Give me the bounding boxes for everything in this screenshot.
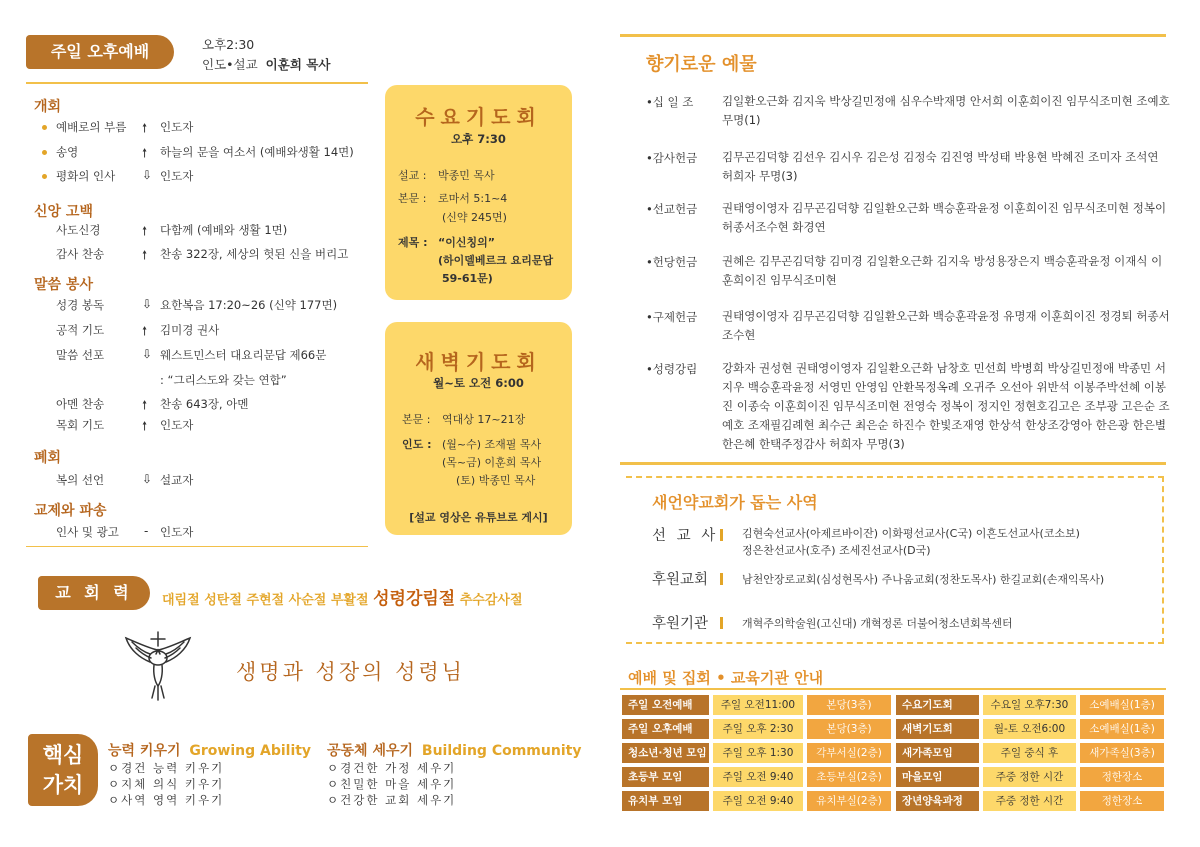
sunday-pm-title: 주일 오후예배 [26,35,174,69]
offerings-title: 향기로운 예물 [646,54,757,75]
schedule-name: 새가족모임 [896,743,979,763]
offering-label: •성령강림 [646,362,698,376]
schedule-name: 수요기도회 [896,695,979,715]
offering-names: 권혜은 김무곤김덕향 김미경 김일환오근화 김지욱 방성용장은지 백승훈곽윤정 이재식 이훈희이진 임무식조미현 [722,254,1163,287]
value-group-heading: 공동체 세우기 Building Community [327,743,582,759]
subject-title: “이신칭의” [438,236,495,249]
schedule-title: 예배 및 집회 • 교육기관 안내 [628,669,824,687]
bible-text: 역대상 17~21장 [442,413,526,426]
schedule-place: 새가족실(3층) [1080,743,1164,763]
schedule-place: 각부서실(2층) [807,743,891,763]
schedule-rule [620,688,1166,690]
bullet-icon [42,150,47,155]
schedule-place: 소예배실(1층) [1080,695,1164,715]
fellowship-heading: 교제와 파송 [34,503,107,519]
schedule-name: 유치부 모임 [622,791,709,811]
arrow-down-icon: ⇩ [142,297,153,311]
schedule-place: 정한장소 [1080,767,1164,787]
mission-text: 개혁주의학술원(고신대) 개혁정론 더불어청소년회복센터 [742,617,1013,630]
schedule-time: 주일 오후 1:30 [713,743,803,763]
offering-label: •구제헌금 [646,310,698,324]
label-bar [720,617,723,629]
schedule-name: 마을모임 [896,767,979,787]
preacher-name: 박종민 목사 [438,169,495,182]
schedule-time: 주중 정한 시간 [983,791,1076,811]
wednesday-card [385,85,572,300]
mission-label: 후원기관 [652,616,709,632]
core-values-title: 핵심 [42,743,84,767]
bible-text: 로마서 5:1~4 [438,192,508,205]
schedule-name: 주일 오후예배 [622,719,709,739]
closing-heading: 폐회 [34,450,62,466]
arrow-down-icon: ⇩ [142,347,153,361]
order-divider [26,546,368,547]
word-heading: 말씀 봉사 [34,277,93,293]
schedule-time: 주일 중식 후 [983,743,1076,763]
bullet-icon [42,174,47,179]
dawn-time: 월~토 오전 6:00 [433,376,524,390]
schedule-time: 수요일 오후7:30 [983,695,1076,715]
mission-label: 선 교 사 [652,528,719,544]
subject-sub: (하이델베르크 요리문답 [438,254,554,267]
mission-title: 새언약교회가 돕는 사역 [652,493,818,512]
text-label: 본문 : [402,413,431,426]
arrow-up-icon: 🠕 [142,146,148,160]
offering-names: 권태영이영자 김무곤김덕향 김일환오근화 백승훈곽윤정 유명재 이훈희이진 정경퇴 허종서조수현 [722,309,1170,342]
offerings-top-rule [620,34,1166,37]
arrow-up-icon: 🠕 [142,121,148,135]
schedule-place: 본당(3층) [807,719,891,739]
schedule-place: 유치부실(2층) [807,791,891,811]
arrow-up-icon: 🠕 [142,248,148,262]
label-bar [720,529,723,541]
offering-label: •십 일 조 [646,95,694,109]
preacher-label: 설교 : [398,169,427,182]
schedule-place: 본당(3층) [807,695,891,715]
mission-text: 남천안장로교회(심성현목사) 주나움교회(정찬도목사) 한길교회(손재익목사) [742,573,1105,586]
offering-names: 김무곤김덕향 김선우 김시우 김은성 김정숙 김진영 박성태 박용현 박혜진 조미자 조석연 허희자 무명(3) [722,150,1159,183]
schedule-name: 장년양육과정 [896,791,979,811]
dove-icon [118,628,198,708]
bullet-icon [42,125,47,130]
confession-heading: 신앙 고백 [34,204,93,220]
schedule-name: 주일 오전예배 [622,695,709,715]
schedule-time: 주중 정한 시간 [983,767,1076,787]
leader-prefix: 인도•설교 [202,57,258,72]
arrow-up-icon: 🠕 [142,324,148,338]
dawn-title: 새벽기도회 [415,350,542,374]
schedule-place: 소예배실(1층) [1080,719,1164,739]
opening-heading: 개회 [34,99,62,115]
lead-line: (토) 박종민 목사 [456,474,536,487]
schedule-name: 청소년·청년 모임 [622,743,709,763]
wednesday-title: 수요기도회 [415,105,542,129]
lead-line: (월~수) 조재필 목사 [442,438,542,451]
bible-page: (신약 245면) [442,211,507,224]
schedule-time: 주일 오후 2:30 [713,719,803,739]
core-values-title: 가치 [42,773,84,797]
mission-label: 후원교회 [652,572,709,588]
offering-label: •감사헌금 [646,151,698,165]
lead-line: (목~금) 이훈희 목사 [442,456,542,469]
calendar-list: 대림절 성탄절 주현절 사순절 부활절 성령강림절 추수감사절 [162,589,523,609]
sunday-pm-leader [202,55,330,73]
mission-text: 김현숙선교사(아제르바이잔) 이화평선교사(C국) 이흔도선교사(코소보) 정은찬선교사(호주) 조세진선교사(D국) [742,527,1080,557]
sunday-pm-time: 오후2:30 [202,37,255,52]
subject-sub2: 59-61문) [442,272,493,285]
arrow-down-icon: ⇩ [142,168,153,182]
header-divider [26,82,368,84]
dawn-note: [설교 영상은 유튜브로 게시] [409,511,548,524]
schedule-time: 주일 오전 9:40 [713,791,803,811]
value-group-heading: 능력 키우기 Growing Ability [108,743,312,759]
schedule-place: 초등부실(2층) [807,767,891,787]
schedule-time: 주일 오전11:00 [713,695,803,715]
schedule-time: 월-토 오전6:00 [983,719,1076,739]
lead-label: 인도 : [402,438,432,451]
offering-names: 김일환오근화 김지욱 박상길민정애 심우수박재명 안서희 이훈희이진 임무식조미현 조예호 무명(1) [722,94,1170,127]
label-bar [720,573,723,585]
value-group-list: ㅇ경건한 가정 세우기 ㅇ친밀한 마을 세우기 ㅇ건강한 교회 세우기 [327,761,457,807]
schedule-name: 초등부 모임 [622,767,709,787]
calendar-theme: 생명과 성장의 성령님 [236,660,465,684]
core-values-badge [28,734,98,806]
offering-label: •헌당헌금 [646,255,698,269]
calendar-title: 교 회 력 [38,576,150,610]
schedule-name: 새벽기도회 [896,719,979,739]
arrow-up-icon: 🠕 [142,419,148,433]
value-group-list: ㅇ경건 능력 키우기 ㅇ지체 의식 키우기 ㅇ사역 영역 키우기 [108,761,225,807]
dawn-card [385,322,572,535]
offering-label: •선교헌금 [646,202,698,216]
offering-names: 강화자 권성현 권태영이영자 김일환오근화 남창호 민선희 박병희 박상길민정애 박종민 서지우 백승훈곽윤정 서영민 안영임 안환목정옥례 오귀주 오선아 위반석 이봉주박선혜 이봉진 이종숙 이훈희이진 임무식조미현 전영숙 정복이 정지인 정현호김고은 조부광 고은순 조예호 조재필김례현 최수근 최은순 하진수 한빛조재영 한상석 한상조강영아 한은광 한은별 한은혜 한택주정감사 허희자 무명(3) [722,361,1170,451]
current-season: 성령강림절 [373,589,456,609]
subject-label: 제목 : [398,236,428,249]
arrow-down-icon: ⇩ [142,472,153,486]
arrow-up-icon: 🠕 [142,224,148,238]
arrow-up-icon: 🠕 [142,398,148,412]
schedule-time: 주일 오전 9:40 [713,767,803,787]
schedule-place: 정한장소 [1080,791,1164,811]
wednesday-time: 오후 7:30 [451,132,506,146]
offerings-bottom-rule [620,462,1166,465]
text-label: 본문 : [398,192,427,205]
leader-name: 이훈희 목사 [265,57,331,72]
offering-names: 권태영이영자 김무곤김덕향 김일환오근화 백승훈곽윤정 이훈희이진 임무식조미현 정복이 허종서조수현 화경연 [722,201,1167,234]
